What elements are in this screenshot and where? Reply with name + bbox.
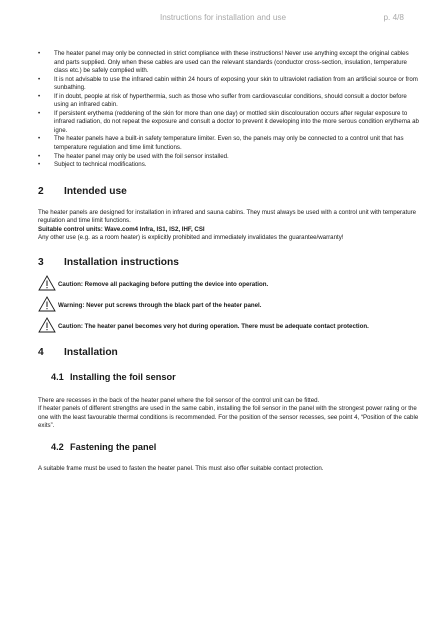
subsection-heading-fastening: 4.2 Fastening the panel (51, 442, 157, 453)
section-heading-intended-use: 2 Intended use (38, 185, 127, 197)
warning-triangle-icon (38, 275, 56, 291)
section-heading-installation-instructions: 3 Installation instructions (38, 256, 179, 268)
list-item: • Subject to technical modifications. (38, 161, 147, 169)
bullet-icon: • (38, 50, 41, 57)
page-header (0, 13, 446, 25)
list-item: • If persistent erythema (reddening of the skin for more than one day) or mottled skin discolouration occurs after regular exposure to infrared radiation, do not repeat the exposure and consult a doctor to prevent it developing into the more serous condition erythema ab igne. (38, 109, 419, 134)
bullet-icon: • (38, 135, 41, 143)
list-item: • It is not advisable to use the infrared cabin within 24 hours of exposing your skin to ultraviolet radiation from an artificial source or from sunbathing. (38, 75, 418, 92)
foil-sensor-paragraph-2: If heater panels of different strengths are used in the same cabin, installing the foil sensor in the panel with the strongest power rating or the one with the least favourable thermal conditions is recommended. For the position of the sensor recesses, see point 4, “Position of the cable exits”. (38, 405, 419, 430)
bullet-icon: • (38, 75, 41, 83)
page-number: p. 4/8 (383, 13, 404, 22)
bullet-icon: • (38, 109, 41, 117)
list-item: • The heater panels have a built-in safety temperature limiter. Even so, the panels may only be connected to a control unit that has temperature regulation and time limit functions. (38, 135, 404, 152)
suitable-control-units: Suitable control units: Wave.com4 Infra, IS1, IS2, IHF, CSI (38, 225, 205, 233)
section-heading-installation: 4 Installation (38, 346, 118, 358)
prohibited-use-paragraph: Any other use (e.g. as a room heater) is explicitly prohibited and immediately invalidates the guarantee/warranty! (38, 234, 344, 242)
warning-triangle-icon (38, 296, 56, 312)
safety-bullet-list (38, 50, 420, 170)
list-item: • The heater panel may only be connected in strict compliance with these instructions! Never use anything except the original cables and parts supplied. Only when these cables are used can the relevant standards (conductor cross-section, insulation, temperature class etc.) be safely complied with. (38, 50, 409, 75)
list-item: • The heater panel may only be used with the foil sensor installed. (38, 152, 229, 160)
list-item: • If in doubt, people at risk of hyperthermia, such as those who suffer from cardiovascular conditions, should consult a doctor before using an infrared cabin. (38, 92, 407, 109)
fastening-paragraph: A suitable frame must be used to fasten the heater panel. This must also offer suitable contact protection. (38, 465, 324, 473)
bullet-icon: • (38, 161, 41, 169)
header-title: Instructions for installation and use (159, 13, 287, 22)
document-body (38, 50, 420, 474)
warning-triangle-icon (38, 317, 56, 333)
bullet-icon: • (38, 92, 41, 100)
foil-sensor-paragraph-1: There are recesses in the back of the heater panel where the foil sensor of the control unit can be fitted. (38, 396, 320, 404)
warning-screws: Warning: Never put screws through the black part of the heater panel. (38, 296, 420, 312)
subsection-heading-foil-sensor: 4.1 Installing the foil sensor (51, 371, 176, 382)
intended-use-paragraph: The heater panels are designed for installation in infrared and sauna cabins. They must always be used with a control unit with temperature regulation and time limit functions. (38, 208, 417, 225)
caution-hot-surface: Caution: The heater panel becomes very hot during operation. There must be adequate contact protection. (38, 317, 420, 333)
caution-packaging: Caution: Remove all packaging before putting the device into operation. (38, 275, 420, 291)
bullet-icon: • (38, 152, 41, 160)
